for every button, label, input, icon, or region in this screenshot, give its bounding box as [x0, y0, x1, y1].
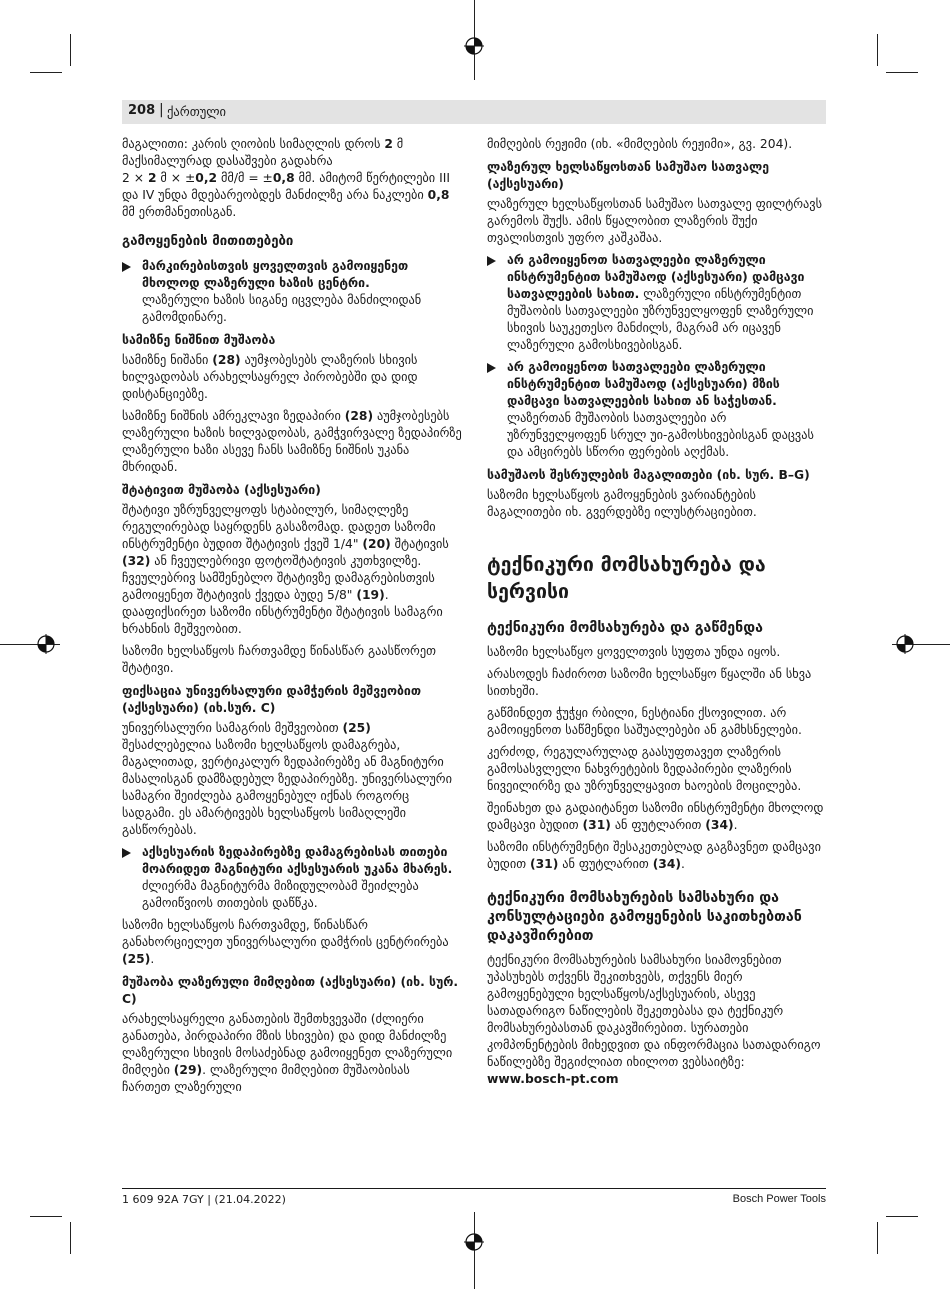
crop-mark — [886, 72, 918, 73]
intro-paragraph: მაგალითი: კარის ღიობის სიმაღლის დროს 2 მ მაქსიმალურად დასაშვები გადახრა 2 × 2 მ × ±0,2 მმ/მ = ±0,8 მმ. ამიტომ წერტილები III და IV უნდა მდებარეობდეს მანძილზე არა ნაკლები 0,8 მმ ერთმანეთისგან. — [122, 137, 450, 219]
glasses-bullet-2 — [487, 359, 827, 461]
holder-bullet — [122, 844, 462, 912]
examples-paragraph: საზომი ხელსაწყოს გამოყენების ვარიანტების მაგალითები იხ. გვერდებზე ილუსტრაციებით. — [487, 488, 757, 519]
holder-heading: ფიქსაცია უნივერსალური დამჭერის მეშვეობით (აქსესუარი) (იხ.სურ. C) — [122, 684, 422, 715]
crop-mark — [30, 72, 62, 73]
bullet-bold-text: მარკირებისთვის ყოველთვის გამოიყენეთ მხოლოდ ლაზერული ხაზის ცენტრი. — [142, 259, 409, 290]
service-title: ტექნიკური მომსახურება და სერვისი — [487, 553, 766, 603]
bold-run: (28) — [212, 353, 241, 367]
crop-mark — [30, 1216, 62, 1217]
bold-run: (34) — [705, 818, 734, 832]
left-column — [122, 136, 462, 1101]
usage-heading: გამოყენების მითითებები — [122, 234, 294, 249]
registration-mark-icon — [895, 634, 915, 654]
tripod-heading: შტატივით მუშაობა (აქსესუარი) — [122, 483, 321, 497]
bold-run: www.bosch-pt.com — [487, 1072, 619, 1086]
header-language: ქართული — [167, 104, 227, 119]
crop-mark — [70, 1222, 71, 1254]
glasses-bullet-1 — [487, 252, 827, 354]
header-separator: | — [159, 102, 164, 118]
holder-paragraph-2: საზომი ხელსაწყოს ჩართვამდე, წინასწარ განახორციელეთ უნივერსალური დამჭრის ცენტრირება (25). — [122, 918, 449, 966]
crop-mark — [70, 34, 71, 66]
bold-run: (25) — [342, 721, 371, 735]
right-column — [487, 136, 827, 1093]
bullet-arrow-icon — [122, 848, 131, 858]
tripod-paragraph-1: შტატივი უზრუნველყოფს სტაბილურ, სიმაღლეზე რეგულირებად საყრდენს გასაზომად. დადეთ საზომი ინსტრუმენტი ბუდით შტატივის ქვეშ 1/4" (20) შტატივის (32) ან ჩვეულებრივი ფოტოშტატივის კუთხვილზე. ჩვეულებრივ სამშენებლო შტატივზე დამაგრებისთვის გამოიყენეთ შტატივის ქვედა ბუდე 5/8" (19). დააფიქსირეთ საზომი ინსტრუმენტი შტატივის სამაგრი ხრახნის მეშვეობით. — [122, 503, 449, 636]
target-heading: სამიზნე ნიშნით მუშაობა — [122, 333, 276, 347]
target-paragraph-1: სამიზნე ნიშანი (28) აუმჯობესებს ლაზერის სხივის ხილვადობას არახელსაყრელ პირობებში და დიდ დისტანციებზე. — [122, 353, 418, 401]
bold-run: (34) — [652, 857, 682, 871]
page-number: 208 — [128, 103, 156, 118]
glasses-paragraph: ლაზერულ ხელსაწყოსთან სამუშაო სათვალე ფილტრავს გარემოს შუქს. ამის წყალობით ლაზერის შუქი თვალისთვის უფრო კაშკაშაა. — [487, 197, 823, 245]
receiver-continuation: მიმღების რეჟიმი (იხ. «მიმღების რეჟიმი», გვ. 204). — [487, 137, 793, 151]
bold-run: (31) — [582, 818, 611, 832]
cleaning-paragraph-3: გაწმინდეთ ჭუჭყი რბილი, ნესტიანი ქსოვილით. არ გამოიყენოთ საწმენდი საშუალებები ან გამხსნელები. — [487, 706, 802, 737]
crop-mark — [886, 1216, 918, 1217]
bullet-text: ლაზერული ინსტრუმენტით მუშაობის სათვალეები უზრუნველყოფენ ლაზერული სხივის საუკეთესო მანძილს, მაგრამ არ იცავენ ლაზერული გამოსხივებისგან. — [507, 287, 814, 352]
bold-run: (29) — [173, 1063, 203, 1077]
footer-rule — [122, 1188, 826, 1189]
bold-run: 0,2 — [195, 171, 218, 185]
contact-heading: ტექნიკური მომსახურების სამსახური და კონსულტაციები გამოყენების საკითხებთან დაკავშირებით — [487, 890, 802, 944]
glasses-heading: ლაზერულ ხელსაწყოსთან სამუშაო სათვალე (აქსესუარი) — [487, 160, 770, 191]
cleaning-paragraph-5: შეინახეთ და გადაიტანეთ საზომი ინსტრუმენტი მხოლოდ დამცავი ბუდით (31) ან ფუტლარით (34). — [487, 801, 824, 832]
registration-mark-icon — [36, 634, 56, 654]
page-header — [122, 100, 826, 124]
contact-paragraph: ტექნიკური მომსახურების სამსახური სიამოვნებით უპასუხებს თქვენს შეკითხვებს, თქვენს მიერ გამოყენებული ხელსაწყოს/აქსესუარის, ასევე სათადარიგო ნაწილების შეკეთებასა და ტექნიკურ მომსახურებასთან დაკავშირებით. სურათები კომპონენტების მიხედვით და ინფორმაცია სათადარიგო ნაწილებზე შეგიძლიათ იხილოთ ვებსაიტზე: www.bosch-pt.com — [487, 953, 821, 1086]
target-paragraph-2: სამიზნე ნიშნის ამრეკლავი ზედაპირი (28) აუმჯობესებს ლაზერული ხაზის ხილვადობას, გამჭვირვალე ზედაპირზე ლაზერული ხაზი ასევე ჩანს სამიზნე ნიშნის უკანა მხრიდან. — [122, 409, 462, 474]
bullet-bold-text: არ გამოიყენოთ სათვალეები ლაზერული ინსტრუმენტით სამუშაოდ (აქსესუარი) მზის დამცავი სათვალეების სახით ან საჭესთან. — [507, 360, 780, 408]
bold-run: (28) — [344, 409, 374, 423]
bold-run: 2 — [384, 137, 393, 151]
cleaning-paragraph-6: საზომი ინსტრუმენტი შესაკეთებლად გაგზავნეთ დამცავი ბუდით (31) ან ფუტლარით (34). — [487, 840, 821, 871]
bold-run: 0,8 — [272, 171, 295, 185]
bullet-text: ძლიერმა მაგნიტურმა მიზიდულობამ შეიძლება გამოიწვიოს თითების დაწწკა. — [142, 879, 419, 910]
bullet-bold-text: აქსესუარის ზედაპირებზე დამაგრებისას თითები მოარიდეთ მაგნიტური აქსესუარის უკანა მხარეს. — [142, 845, 453, 876]
crop-mark — [877, 1222, 878, 1254]
usage-bullet — [122, 258, 462, 326]
bold-run: (25) — [122, 952, 151, 966]
receiver-paragraph: არახელსაყრელი განათების შემთხვევაში (ძლიერი განათება, პირდაპირი მზის სხივები) და დიდ მანძილზე ლაზერული სხივის მოსაძებნად გამოიყენეთ ლაზერული მიმღები (29). ლაზერული მიმღებით მუშაობისას ჩართეთ ლაზერული — [122, 1012, 453, 1094]
receiver-heading: მუშაობა ლაზერული მიმღებით (აქსესუარი) (იხ. სურ. C) — [122, 975, 459, 1006]
examples-heading: სამუშაოს შესრულების მაგალითები (იხ. სურ. B–G) — [487, 468, 810, 482]
cleaning-heading: ტექნიკური მომსახურება და გაწმენდა — [487, 620, 763, 636]
bold-run: (19) — [356, 588, 385, 602]
registration-mark-icon — [464, 1232, 484, 1252]
cleaning-paragraph-2: არასოდეს ჩაძიროთ საზომი ხელსაწყო წყალში ან სხვა სითხეში. — [487, 667, 812, 698]
bold-run: 0,8 — [427, 188, 450, 202]
holder-paragraph-1: უნივერსალური სამაგრის მეშვეობით (25) შესაძლებელია საზომი ხელსაწყოს დამაგრება, მაგალითად, ვერტიკალურ ზედაპირებზე ან მაგნიტური მასალისგან დამზადებულ ზედაპირებზე. უნივერსალური სამაგრი შეიძლება გამოყენებულ იქნას როგორც სადგამი. ეს ამარტივებს ხელსაწყოს სიმაღლეში გასწორებას. — [122, 721, 452, 837]
bullet-bold-text: არ გამოიყენოთ სათვალეები ლაზერული ინსტრუმენტით სამუშაოდ (აქსესუარი) დამცავი სათვალეების სახით. — [507, 253, 805, 301]
bold-run: (20) — [362, 537, 391, 551]
bullet-text: ლაზერთან მუშაობის სათვალეები არ უზრუნველყოფენ სრულ უი-გამოსხივებისგან დაცვას და ამცირებს სწორი ფერების აღქმას. — [507, 411, 814, 459]
tripod-paragraph-2: საზომი ხელსაწყოს ჩართვამდე წინასწარ გაასწორეთ შტატივი. — [122, 644, 436, 675]
bullet-arrow-icon — [122, 262, 131, 272]
footer-doc-id: 1 609 92A 7GY | (21.04.2022) — [122, 1193, 286, 1206]
bullet-arrow-icon — [487, 256, 496, 266]
bullet-text: ლაზერული ხაზის სიგანე იცვლება მანძილიდან გამომდინარე. — [142, 293, 422, 324]
bold-run: 2 — [147, 171, 157, 185]
bullet-arrow-icon — [487, 363, 496, 373]
bold-run: (31) — [529, 857, 559, 871]
cleaning-paragraph-1: საზომი ხელსაწყო ყოველთვის სუფთა უნდა იყოს. — [487, 645, 781, 659]
footer-brand: Bosch Power Tools — [732, 1193, 826, 1205]
bold-run: (32) — [122, 554, 151, 568]
registration-mark-icon — [464, 36, 484, 56]
cleaning-paragraph-4: კერძოდ, რეგულარულად გაასუფთავეთ ლაზერის გამოსასვლელი ნახვრეტების ზედაპირები ლაზერის ნივეილირზე და უზრუნველყავით ხაოების მოცილება. — [487, 745, 802, 793]
crop-mark — [877, 34, 878, 66]
